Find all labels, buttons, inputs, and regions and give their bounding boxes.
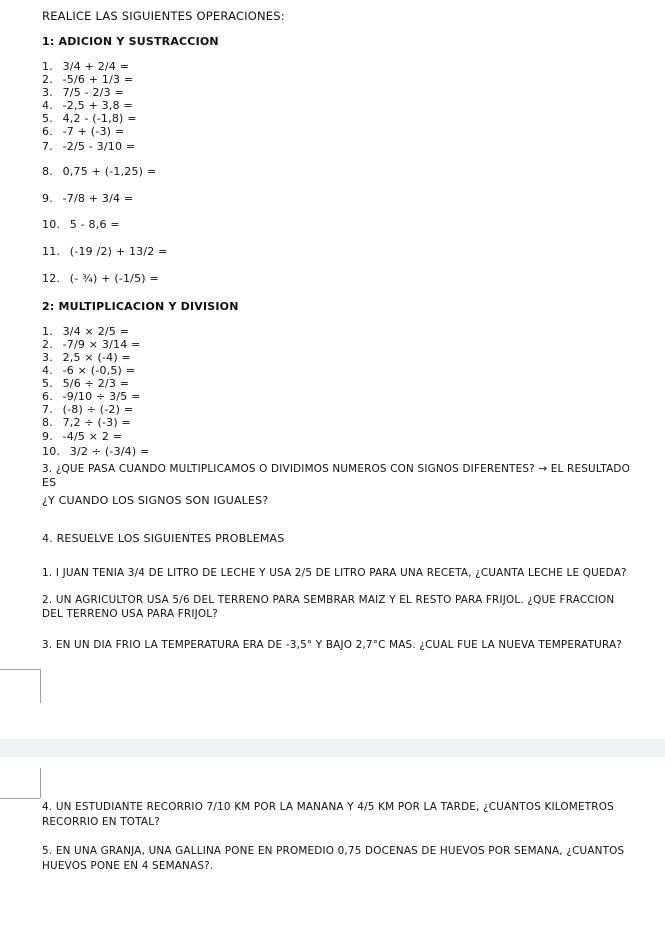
- item-expression: 2,5 × (-4) =: [62, 351, 131, 364]
- list-item: [42, 351, 131, 365]
- item-expression: -7/9 × 3/14 =: [62, 338, 141, 351]
- list-item: [42, 86, 124, 100]
- item-number: 3.: [42, 86, 53, 99]
- item-number: 5.: [42, 112, 53, 125]
- item-number: 1.: [42, 325, 53, 338]
- problem-4-line-2: RECORRIO EN TOTAL?: [42, 816, 160, 828]
- item-number: 2.: [42, 73, 53, 86]
- item-expression: -5/6 + 1/3 =: [62, 73, 134, 86]
- item-expression: 7/5 - 2/3 =: [62, 86, 124, 99]
- list-item: [42, 364, 135, 378]
- item-number: 1.: [42, 60, 53, 73]
- item-number: 5.: [42, 377, 53, 390]
- item-expression: -2/5 - 3/10 =: [62, 140, 136, 153]
- list-item: [42, 377, 129, 391]
- list-item: [42, 112, 137, 126]
- item-number: 2.: [42, 338, 53, 351]
- list-item: [42, 99, 133, 113]
- item-number: 12.: [42, 272, 61, 285]
- item-expression: (-19 /2) + 13/2 =: [69, 245, 168, 258]
- list-item: [42, 165, 156, 179]
- problem-5-line-1: 5. EN UNA GRANJA, UNA GALLINA PONE EN PROMEDIO 0,75 DOCENAS DE HUEVOS POR SEMANA, ¿CUANTOS: [42, 845, 625, 857]
- item-number: 7.: [42, 403, 53, 416]
- question-3-line-3: ¿Y CUANDO LOS SIGNOS SON IGUALES?: [42, 494, 269, 507]
- list-item: [42, 140, 135, 154]
- list-item: [42, 192, 133, 206]
- problem-2-line-2: DEL TERRENO USA PARA FRIJOL?: [42, 608, 218, 620]
- section-1-heading: 1: ADICION Y SUSTRACCION: [42, 35, 219, 48]
- item-expression: -6 × (-0,5) =: [62, 364, 136, 377]
- problem-4-line-1: 4. UN ESTUDIANTE RECORRIO 7/10 KM POR LA MANANA Y 4/5 KM POR LA TARDE, ¿CUANTOS KILOMETROS: [42, 801, 614, 813]
- item-expression: (- ¾) + (-1/5) =: [69, 272, 159, 285]
- item-expression: -2,5 + 3,8 =: [62, 99, 133, 112]
- item-expression: 3/4 + 2/4 =: [62, 60, 130, 73]
- question-3-line-2: ES: [42, 476, 57, 489]
- problem-2-line-1: 2. UN AGRICULTOR USA 5/6 DEL TERRENO PARA SEMBRAR MAIZ Y EL RESTO PARA FRIJOL. ¿QUE FRACCION: [42, 594, 615, 606]
- page-corner-mark: [0, 798, 40, 799]
- list-item: [42, 73, 133, 87]
- item-expression: -7/8 + 3/4 =: [62, 192, 134, 205]
- list-item: [42, 445, 149, 459]
- item-expression: -9/10 ÷ 3/5 =: [62, 390, 141, 403]
- item-expression: -4/5 × 2 =: [62, 430, 123, 443]
- page-corner-mark: [40, 768, 41, 798]
- list-item: [42, 325, 129, 339]
- item-number: 8.: [42, 165, 53, 178]
- problem-1: 1. I JUAN TENIA 3/4 DE LITRO DE LECHE Y USA 2/5 DE LITRO PARA UNA RECETA, ¿CUANTA LECHE LE QUEDA?: [42, 567, 627, 579]
- item-expression: 3/4 × 2/5 =: [62, 325, 130, 338]
- list-item: [42, 218, 120, 232]
- item-number: 11.: [42, 245, 61, 258]
- item-number: 4.: [42, 99, 53, 112]
- item-expression: 4,2 - (-1,8) =: [62, 112, 137, 125]
- list-item: [42, 125, 124, 139]
- item-expression: 3/2 ÷ (-3/4) =: [69, 445, 150, 458]
- item-number: 3.: [42, 351, 53, 364]
- item-number: 9.: [42, 430, 53, 443]
- section-2-heading: 2: MULTIPLICACION Y DIVISION: [42, 300, 239, 313]
- list-item: [42, 338, 141, 352]
- item-expression: 0,75 + (-1,25) =: [62, 165, 157, 178]
- problem-3: 3. EN UN DIA FRIO LA TEMPERATURA ERA DE -3,5° Y BAJO 2,7°C MAS. ¿CUAL FUE LA NUEVA TEMPERATURA?: [42, 639, 623, 651]
- item-number: 8.: [42, 416, 53, 429]
- list-item: [42, 416, 131, 430]
- problem-5-line-2: HUEVOS PONE EN 4 SEMANAS?.: [42, 860, 214, 872]
- item-expression: 5/6 ÷ 2/3 =: [62, 377, 130, 390]
- item-expression: 7,2 ÷ (-3) =: [62, 416, 131, 429]
- list-item: [42, 390, 141, 404]
- page-break: [0, 739, 665, 757]
- section-4-heading: 4. RESUELVE LOS SIGUIENTES PROBLEMAS: [42, 532, 285, 545]
- worksheet-title: REALICE LAS SIGUIENTES OPERACIONES:: [42, 9, 285, 23]
- item-number: 6.: [42, 390, 53, 403]
- list-item: [42, 430, 122, 444]
- item-expression: (-8) ÷ (-2) =: [62, 403, 134, 416]
- item-expression: -7 + (-3) =: [62, 125, 125, 138]
- page-corner-mark: [0, 669, 40, 670]
- item-expression: 5 - 8,6 =: [69, 218, 120, 231]
- list-item: [42, 245, 168, 259]
- list-item: [42, 272, 159, 286]
- item-number: 7.: [42, 140, 53, 153]
- item-number: 10.: [42, 445, 61, 458]
- item-number: 9.: [42, 192, 53, 205]
- item-number: 6.: [42, 125, 53, 138]
- list-item: [42, 403, 133, 417]
- item-number: 10.: [42, 218, 61, 231]
- page-corner-mark: [40, 669, 41, 703]
- list-item: [42, 60, 129, 74]
- question-3-line-1: 3. ¿QUE PASA CUANDO MULTIPLICAMOS O DIVIDIMOS NUMEROS CON SIGNOS DIFERENTES? → EL RESULTADO: [42, 463, 631, 475]
- item-number: 4.: [42, 364, 53, 377]
